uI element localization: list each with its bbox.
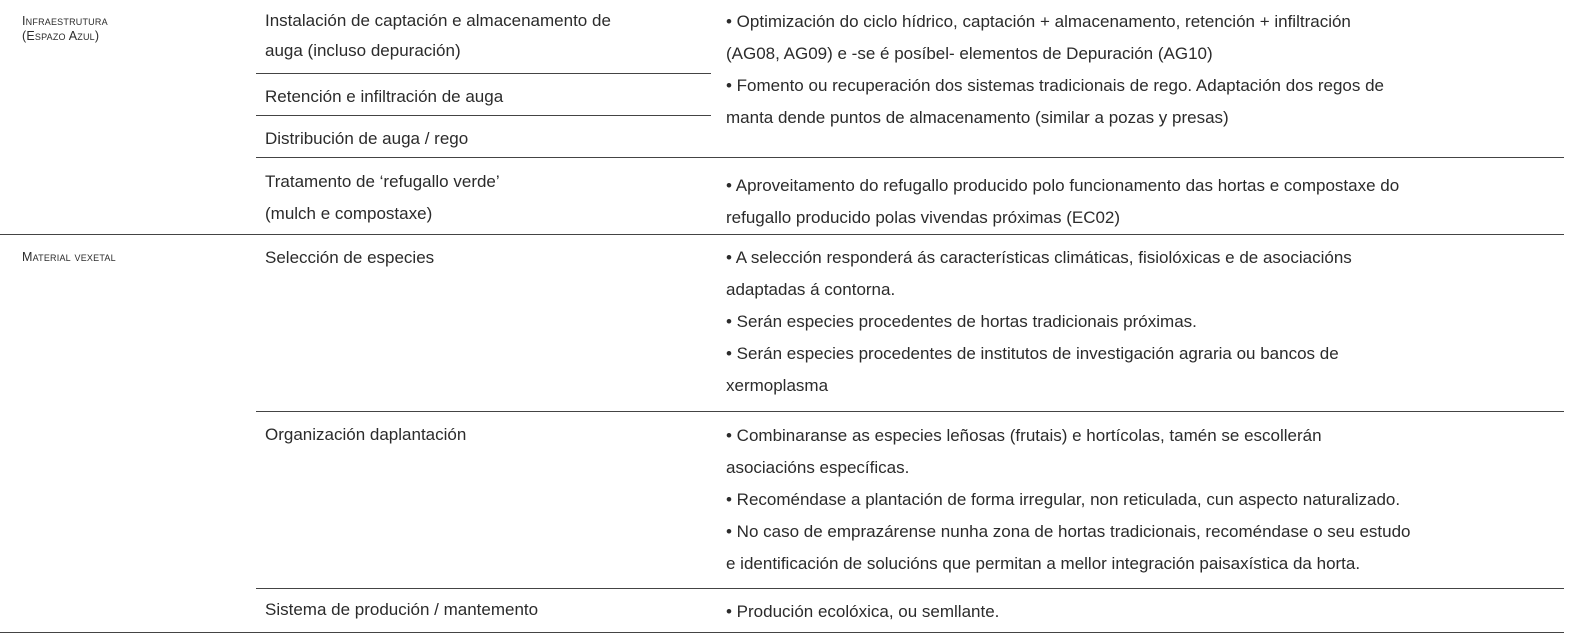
- description-line: • Produción ecolóxica, ou semllante.: [726, 602, 1000, 621]
- description-line: • A selección responderá ás características climáticas, fisiolóxicas e de asociacións: [726, 248, 1352, 267]
- description-line: • Recoméndase a plantación de forma irregular, non reticulada, cun aspecto naturalizado.: [726, 490, 1401, 509]
- category-infraestrutura: [22, 14, 108, 44]
- description-line: e identificación de solucións que permitan a mellor integración paisaxística da horta.: [726, 554, 1361, 573]
- item-tratamento-line2: (mulch e compostaxe): [265, 204, 433, 223]
- item-sistema: Sistema de produción / mantemento: [265, 600, 539, 619]
- description-auga: [726, 6, 1561, 134]
- item-captacion: [265, 8, 611, 64]
- description-line: • Serán especies procedentes de hortas tradicionais próximas.: [726, 312, 1197, 331]
- description-line: • Aproveitamento do refugallo producido polo funcionamento das hortas e compostaxe do: [726, 176, 1400, 195]
- description-line: • Combinaranse as especies leñosas (frutais) e hortícolas, tamén se escollerán: [726, 426, 1322, 445]
- item-tratamento: [265, 169, 500, 227]
- item-distribucion: Distribución de auga / rego: [265, 129, 469, 148]
- item-organizacion: Organización daplantación: [265, 425, 467, 444]
- category-infraestrutura-line1: Infraestrutura: [22, 14, 108, 28]
- row-divider: [256, 411, 1564, 412]
- description-line: (AG08, AG09) e -se é posíbel- elementos de Depuración (AG10): [726, 44, 1213, 63]
- description-line: • Serán especies procedentes de institutos de investigación agraria ou bancos de: [726, 344, 1339, 363]
- description-line: • Fomento ou recuperación dos sistemas tradicionais de rego. Adaptación dos regos de: [726, 76, 1385, 95]
- item-captacion-line2: auga (incluso depuración): [265, 41, 461, 60]
- description-line: adaptadas á contorna.: [726, 280, 896, 299]
- description-line: xermoplasma: [726, 376, 829, 395]
- description-seleccion: [726, 242, 1561, 402]
- row-divider: [256, 157, 1564, 158]
- item-seleccion: Selección de especies: [265, 248, 435, 267]
- section-divider: [0, 234, 1564, 235]
- description-tratamento: [726, 170, 1561, 234]
- category-infraestrutura-line2: (Espazo Azul): [22, 29, 100, 43]
- item-captacion-line1: Instalación de captación e almacenamento de: [265, 11, 611, 30]
- row-divider: [256, 73, 711, 74]
- table-bottom-border: [0, 632, 1564, 633]
- description-line: • Optimización do ciclo hídrico, captación + almacenamento, retención + infiltración: [726, 12, 1351, 31]
- item-retencion: Retención e infiltración de auga: [265, 87, 504, 106]
- description-organizacion: [726, 420, 1561, 580]
- description-line: asociacións específicas.: [726, 458, 910, 477]
- description-line: • No caso de emprazárense nunha zona de hortas tradicionais, recoméndase o seu estudo: [726, 522, 1411, 541]
- description-line: refugallo producido polas vivendas próximas (EC02): [726, 208, 1121, 227]
- description-line: manta dende puntos de almacenamento (similar a pozas y presas): [726, 108, 1229, 127]
- row-divider: [256, 115, 711, 116]
- description-sistema: [726, 596, 1561, 628]
- item-tratamento-line1: Tratamento de ‘refugallo verde’: [265, 172, 500, 191]
- row-divider: [256, 588, 1564, 589]
- category-material-vexetal: Material vexetal: [22, 250, 116, 264]
